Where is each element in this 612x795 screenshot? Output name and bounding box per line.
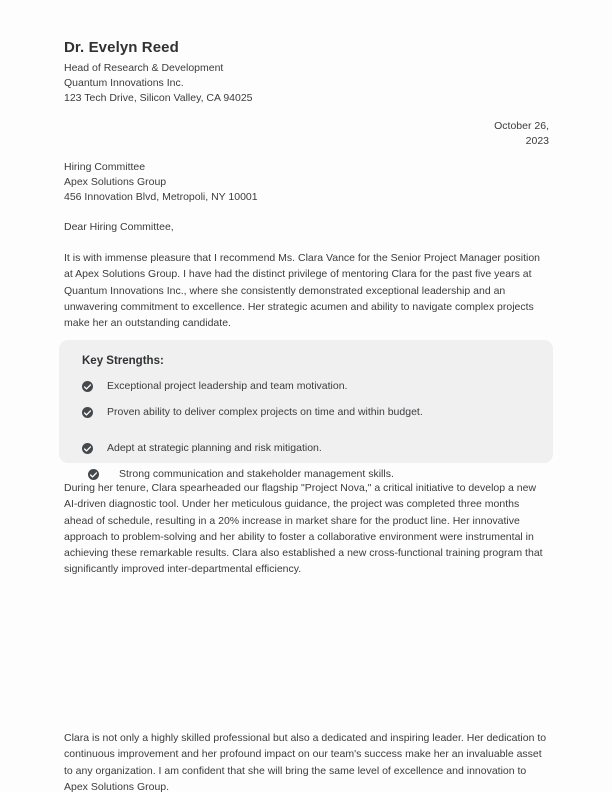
recipient-name: Hiring Committee — [64, 161, 146, 173]
list-item — [82, 380, 537, 393]
sender-block — [64, 38, 549, 107]
check-circle-icon — [88, 469, 99, 480]
recipient-company: Apex Solutions Group — [64, 176, 167, 189]
list-item-label: Proven ability to deliver complex projects on time and within budget. — [107, 406, 423, 418]
key-strengths-callout — [59, 340, 553, 480]
letter-date: October 26, 2023 — [494, 120, 549, 148]
check-circle-icon — [82, 381, 93, 392]
sender-title: Head of Research & Development — [64, 62, 224, 74]
list-item-label: Exceptional project leadership and team motivation. — [107, 380, 348, 392]
list-item-label: Adept at strategic planning and risk mitigation. — [107, 442, 322, 454]
check-circle-icon — [82, 407, 93, 418]
salutation: Dear Hiring Committee, — [64, 221, 174, 233]
body-paragraph-2: During her tenure, Clara spearheaded our flagship "Project Nova," a critical initiative to develop a new AI-driven diagnostic tool. Under her meticulous guidance, the project was completed three months ahead of schedule, resulting in a 20% increase in market share for the product line. Her innovative approach to problem-solving and her ability to foster a collaborative environment were instrumental in achieving these remarkable results. Clara also established a new cross-functional training program that significantly improved inter-departmental efficiency. — [64, 482, 543, 576]
check-circle-icon — [82, 443, 93, 454]
list-item — [82, 442, 537, 455]
sender-name: Dr. Evelyn Reed — [64, 39, 179, 56]
body-paragraph-1: It is with immense pleasure that I recommend Ms. Clara Vance for the Senior Project Manager position at Apex Solutions Group. I have had the distinct privilege of mentoring Clara for the past five years at Quantum Innovations Inc., where she consistently demonstrated exceptional leadership and an unwavering commitment to excellence. Her strategic acumen and ability to navigate complex projects make her an outstanding candidate. — [64, 252, 541, 330]
body-paragraph-3: Clara is not only a highly skilled professional but also a dedicated and inspiring leader. Her dedication to continuous improvement and her profound impact on our team's success make her an invaluable asset to any organization. I am confident that she will bring the same level of excellence and innovation to Apex Solutions Group. — [64, 732, 547, 793]
sender-address: 123 Tech Drive, Silicon Valley, CA 94025 — [64, 92, 253, 105]
list-item-label: Strong communication and stakeholder management skills. — [119, 468, 394, 480]
sender-company: Quantum Innovations Inc. — [64, 77, 184, 90]
recipient-block — [64, 160, 549, 206]
list-item — [82, 406, 537, 419]
recipient-address: 456 Innovation Blvd, Metropoli, NY 10001 — [64, 191, 258, 204]
key-strengths-title: Key Strengths: — [82, 355, 164, 367]
